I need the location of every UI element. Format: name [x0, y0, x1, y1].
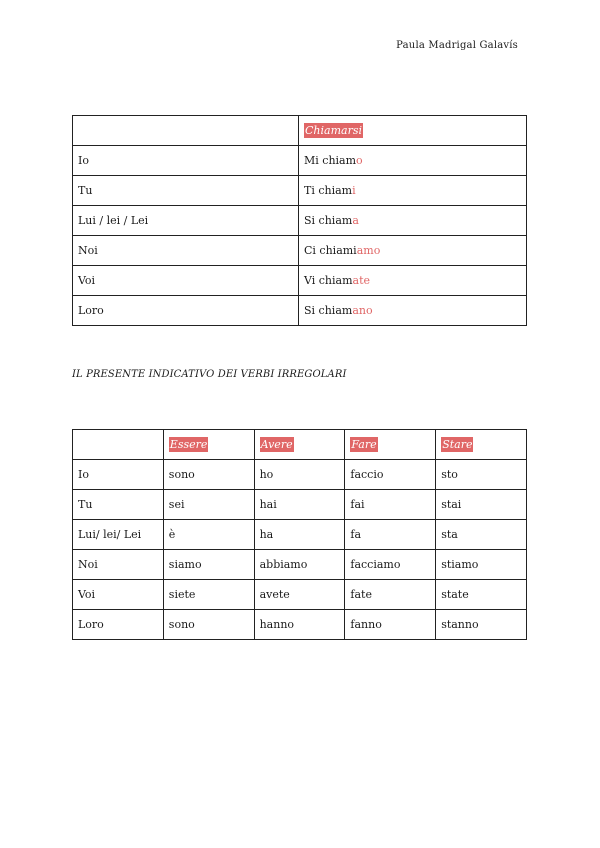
form-cell: fai	[345, 490, 436, 520]
table-row	[73, 176, 527, 206]
form-cell: sono	[163, 610, 254, 640]
table-row	[73, 296, 527, 326]
verb-ending: i	[352, 184, 356, 197]
form-cell: sta	[436, 520, 527, 550]
form-cell: sono	[163, 460, 254, 490]
conjugation-cell	[299, 236, 527, 266]
table-row	[73, 206, 527, 236]
verb-header-stare: Stare	[442, 438, 473, 451]
form-cell: avete	[254, 580, 345, 610]
form-cell: fate	[345, 580, 436, 610]
verb-stem: Si chiam	[304, 214, 353, 227]
person-cell: Voi	[73, 266, 299, 296]
verb-stem: Ti chiam	[304, 184, 353, 197]
form-cell: stiamo	[436, 550, 527, 580]
verb-header-essere: Essere	[169, 438, 208, 451]
table-row	[73, 146, 527, 176]
conjugation-cell	[299, 296, 527, 326]
verb-ending: ate	[352, 274, 371, 287]
form-cell: sto	[436, 460, 527, 490]
table-row	[73, 236, 527, 266]
form-cell: facciamo	[345, 550, 436, 580]
verb-stem: Si chiam	[304, 304, 353, 317]
form-cell: stai	[436, 490, 527, 520]
form-cell: hanno	[254, 610, 345, 640]
table-row	[73, 610, 527, 640]
form-cell: stanno	[436, 610, 527, 640]
verb-header-fare: Fare	[351, 438, 377, 451]
person-cell: Tu	[73, 176, 299, 206]
irregular-verbs-table	[72, 429, 527, 640]
person-cell: Loro	[73, 296, 299, 326]
conjugation-cell	[299, 206, 527, 236]
person-cell: Lui / lei / Lei	[73, 206, 299, 236]
section-title: IL PRESENTE INDICATIVO DEI VERBI IRREGOLARI	[72, 369, 347, 380]
form-cell: è	[163, 520, 254, 550]
person-cell: Noi	[73, 550, 164, 580]
verb-stem: Vi chiam	[304, 274, 353, 287]
table-row	[73, 520, 527, 550]
person-cell: Loro	[73, 610, 164, 640]
person-cell: Voi	[73, 580, 164, 610]
form-cell: state	[436, 580, 527, 610]
table-header-row	[73, 430, 527, 460]
table-row	[73, 550, 527, 580]
verb-stem: Ci chiami	[304, 244, 357, 257]
verb-header-avere: Avere	[260, 438, 293, 451]
form-cell: siete	[163, 580, 254, 610]
form-cell: ha	[254, 520, 345, 550]
form-cell: fa	[345, 520, 436, 550]
person-cell: Noi	[73, 236, 299, 266]
verb-header-cell	[436, 430, 527, 460]
verb-header-cell	[254, 430, 345, 460]
table-row	[73, 266, 527, 296]
conjugation-cell	[299, 266, 527, 296]
author-name: Paula Madrigal Galavís	[396, 40, 518, 51]
table-header-row	[73, 116, 527, 146]
person-cell: Tu	[73, 490, 164, 520]
person-cell: Io	[73, 460, 164, 490]
form-cell: sei	[163, 490, 254, 520]
table-row	[73, 580, 527, 610]
chiamarsi-conjugation-table	[72, 115, 527, 326]
verb-ending: a	[352, 214, 359, 227]
verb-ending: o	[356, 154, 363, 167]
form-cell: abbiamo	[254, 550, 345, 580]
empty-header-cell	[73, 430, 164, 460]
person-cell: Io	[73, 146, 299, 176]
form-cell: siamo	[163, 550, 254, 580]
form-cell: fanno	[345, 610, 436, 640]
table-row	[73, 490, 527, 520]
person-cell: Lui/ lei/ Lei	[73, 520, 164, 550]
verb-ending: ano	[352, 304, 373, 317]
verb-stem: Mi chiam	[304, 154, 357, 167]
verb-header-cell	[345, 430, 436, 460]
conjugation-cell	[299, 176, 527, 206]
conjugation-cell	[299, 146, 527, 176]
verb-header-cell	[163, 430, 254, 460]
form-cell: hai	[254, 490, 345, 520]
form-cell: faccio	[345, 460, 436, 490]
empty-header-cell	[73, 116, 299, 146]
table-row	[73, 460, 527, 490]
form-cell: ho	[254, 460, 345, 490]
verb-ending: amo	[356, 244, 381, 257]
verb-header-cell	[299, 116, 527, 146]
verb-header-chiamarsi: Chiamarsi	[305, 124, 362, 137]
